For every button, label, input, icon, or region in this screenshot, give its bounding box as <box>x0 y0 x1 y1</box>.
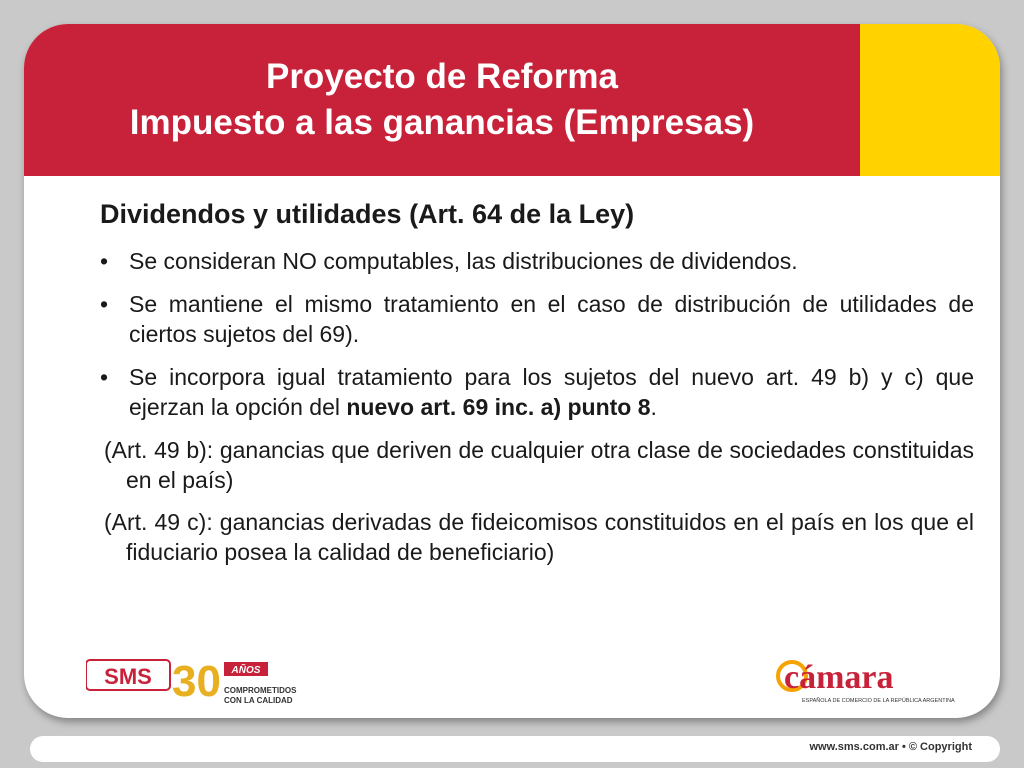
bullet-dot: • <box>100 291 109 317</box>
slide-title <box>24 54 860 146</box>
slide-content <box>100 196 974 579</box>
bullet-item <box>100 362 974 422</box>
bullet-dot: • <box>100 248 109 274</box>
bullet-bold-reference: nuevo art. 69 inc. a) punto 8 <box>346 394 651 420</box>
bullet-text-end: . <box>650 394 657 420</box>
title-line-1: Proyecto de Reforma <box>265 57 619 96</box>
footer-copyright: www.sms.com.ar • © Copyright <box>809 741 972 753</box>
sms-logo-text: SMS <box>104 664 152 689</box>
bullet-dot: • <box>100 364 109 390</box>
slide <box>24 24 1000 718</box>
sms-tagline-2: CON LA CALIDAD <box>224 696 293 705</box>
sms-years-label: AÑOS <box>231 665 261 676</box>
bullet-text: Se mantiene el mismo tratamiento en el caso de distribución de utilidades de ciertos sujetos del 69). <box>129 291 974 347</box>
footer-bar <box>30 736 1000 762</box>
sms-30-anos-logo <box>86 650 316 712</box>
title-line-2: Impuesto a las ganancias (Empresas) <box>129 103 755 142</box>
camara-logo <box>776 650 966 706</box>
bullet-item <box>100 289 974 349</box>
section-heading: Dividendos y utilidades (Art. 64 de la Ley) <box>100 199 635 229</box>
camara-logo-text: cámara <box>784 659 894 696</box>
header-accent-block <box>860 24 1000 176</box>
note-art-49c: (Art. 49 c): ganancias derivadas de fideicomisos constituidos en el país en los que el fiduciario posea la calidad de beneficiario) <box>104 509 974 565</box>
sms-years-number: 30 <box>172 657 221 706</box>
sms-tagline-1: COMPROMETIDOS <box>224 686 297 695</box>
bullet-text: Se consideran NO computables, las distribuciones de dividendos. <box>129 248 798 274</box>
note-art-49b: (Art. 49 b): ganancias que deriven de cualquier otra clase de sociedades constituidas en el país) <box>104 437 974 493</box>
camara-logo-subtitle: ESPAÑOLA DE COMERCIO DE LA REPÚBLICA ARGENTINA <box>802 698 955 704</box>
bullet-text: Se incorpora igual tratamiento para los sujetos del nuevo art. 49 b) y c) que ejerzan la opción del <box>129 364 974 420</box>
bullet-item <box>100 246 974 276</box>
